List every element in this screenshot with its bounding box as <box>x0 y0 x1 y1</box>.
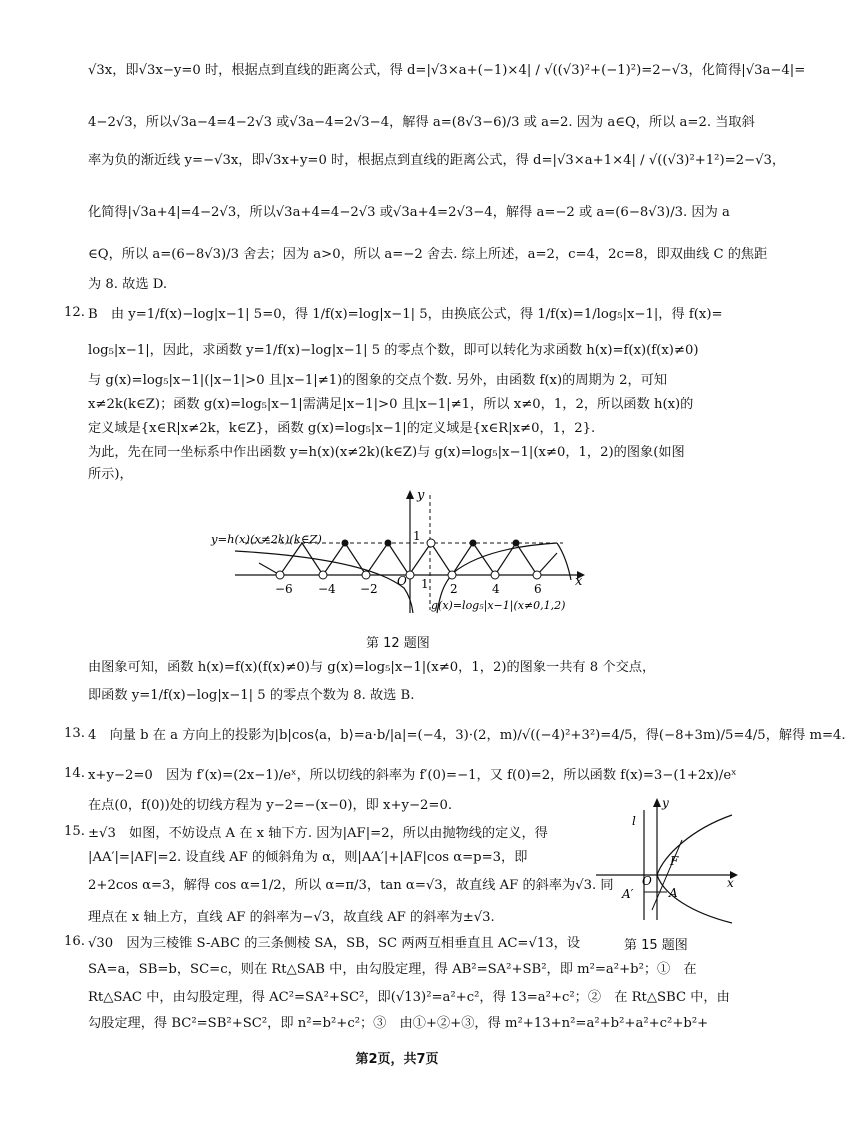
text-line: x≠2k(k∈Z)；函数 g(x)=log₅|x−1|需满足|x−1|>0 且|x−1|≠1，所以 x≠0，1，2，所以函数 h(x)的 <box>88 397 694 412</box>
text-line: 率为负的渐近线 y=−√3x，即√3x+y=0 时，根据点到直线的距离公式，得 d=|√3×a+1×4| / √((√3)²+1²)=2−√3， <box>88 153 786 168</box>
text-line: 为 8. 故选 D. <box>88 277 168 292</box>
figure-15 <box>592 795 742 925</box>
open-point <box>362 571 370 579</box>
filled-point <box>513 540 520 547</box>
filled-point <box>385 540 392 547</box>
text-line: ±√3 如图，不妨设点 A 在 x 轴下方. 因为|AF|=2，所以由抛物线的定义，得 <box>88 826 548 841</box>
question-number: 15. <box>64 824 85 839</box>
text-line: 4 向量 b 在 a 方向上的投影为|b|cos⟨a，b⟩=a·b/|a|=(−4，3)·(2，m)/√((−4)²+3²)=4/5，得(−8+3m)/5=4/5，解得 m=4. <box>88 728 846 743</box>
x-tick-label: −4 <box>318 582 336 596</box>
text-line: log₅|x−1|，因此，求函数 y=1/f(x)−log|x−1| 5 的零点个数，即可以转化为求函数 h(x)=f(x)(f(x)≠0) <box>88 343 699 358</box>
text-line: SA=a，SB=b，SC=c，则在 Rt△SAB 中，由勾股定理，得 AB²=SA²+SB²，即 m²=a²+b²；① 在 <box>88 962 697 977</box>
open-point <box>533 571 541 579</box>
svg-text:F: F <box>670 854 679 868</box>
text-line: 为此，先在同一坐标系中作出函数 y=h(x)(x≠2k)(k∈Z)与 g(x)=log₅|x−1|(x≠0，1，2)的图象(如图 <box>88 445 685 460</box>
g-function-label: g(x)=log₅|x−1|(x≠0,1,2) <box>431 599 566 612</box>
y-axis-label: y <box>417 488 425 503</box>
text-line: 在点(0，f(0))处的切线方程为 y−2=−(x−0)，即 x+y−2=0. <box>88 798 453 813</box>
text-line: 与 g(x)=log₅|x−1|(|x−1|>0 且|x−1|≠1)的图象的交点个数. 另外，由函数 f(x)的周期为 2，可知 <box>88 373 668 388</box>
text-line: B 由 y=1/f(x)−log|x−1| 5=0，得 1/f(x)=log|x−1| 5，由换底公式，得 1/f(x)=1/log₅|x−1|，得 f(x)= <box>88 307 723 322</box>
x-tick-label: 2 <box>450 582 458 596</box>
page-footer: 第2页，共7页 <box>355 1052 439 1067</box>
x-tick-label: −6 <box>275 582 293 596</box>
text-line: 即函数 y=1/f(x)−log|x−1| 5 的零点个数为 8. 故选 B. <box>88 688 415 703</box>
open-point <box>427 539 435 547</box>
open-point <box>406 571 414 579</box>
text-line: 由图象可知，函数 h(x)=f(x)(f(x)≠0)与 g(x)=log₅|x−1|(x≠0，1，2)的图象一共有 8 个交点， <box>88 660 656 675</box>
figure-15-caption: 第 15 题图 <box>624 938 688 953</box>
filled-point <box>470 540 477 547</box>
text-line: 化简得|√3a+4|=4−2√3，所以√3a+4=4−2√3 或√3a+4=2√3−4，解得 a=−2 或 a=(6−8√3)/3. 因为 a <box>88 205 730 220</box>
origin-label: O <box>397 574 407 588</box>
svg-text:A: A <box>669 886 678 900</box>
text-line: 2+2cos α=3，解得 cos α=1/2，所以 α=π/3，tan α=√3，故直线 AF 的斜率为√3. 同 <box>88 878 614 893</box>
text-line: x+y−2=0 因为 f′(x)=(2x−1)/eˣ，所以切线的斜率为 f′(0)=−1，又 f(0)=2，所以函数 f(x)=3−(1+2x)/eˣ <box>88 768 737 783</box>
text-line: |AA′|=|AF|=2. 设直线 AF 的倾斜角为 α，则|AA′|+|AF|cos α=p=3，即 <box>88 850 528 865</box>
open-point <box>491 571 499 579</box>
filled-point <box>342 540 349 547</box>
text-line: Rt△SAC 中，由勾股定理，得 AC²=SA²+SC²，即(√13)²=a²+c²，得 13=a²+c²；② 在 Rt△SBC 中，由 <box>88 990 730 1005</box>
text-line: ∈Q，所以 a=(6−8√3)/3 舍去；因为 a>0，所以 a=−2 舍去. 综上所述，a=2，c=4，2c=8，即双曲线 C 的焦距 <box>88 247 768 262</box>
svg-text:A′: A′ <box>622 887 634 901</box>
svg-text:l: l <box>632 814 636 828</box>
figure-12 <box>205 485 595 620</box>
open-point <box>319 571 327 579</box>
x-axis-label: x <box>575 574 583 589</box>
text-line: 4−2√3，所以√3a−4=4−2√3 或√3a−4=2√3−4，解得 a=(8√3−6)/3 或 a=2. 因为 a∈Q，所以 a=2. 当取斜 <box>88 115 755 130</box>
svg-text:O: O <box>642 874 652 888</box>
question-number: 16. <box>64 934 85 949</box>
svg-text:y: y <box>662 796 669 810</box>
open-point <box>276 571 284 579</box>
figure-12-caption: 第 12 题图 <box>366 636 430 651</box>
x-tick-label: −2 <box>360 582 378 596</box>
text-line: 所示)， <box>88 467 133 482</box>
svg-text:x: x <box>727 876 734 890</box>
x-tick-label: 1 <box>421 577 429 591</box>
h-function-label: y=h(x)(x≠2k)(k∈Z) <box>211 532 322 546</box>
x-tick-label: 4 <box>492 582 500 596</box>
text-line: 定义域是{x∈R|x≠2k，k∈Z}，函数 g(x)=log₅|x−1|的定义域是{x∈R|x≠0，1，2}. <box>88 421 596 436</box>
parabola <box>657 815 732 923</box>
question-number: 13. <box>64 726 85 741</box>
text-line: 理点在 x 轴上方，直线 AF 的斜率为−√3，故直线 AF 的斜率为±√3. <box>88 910 495 925</box>
text-line: 勾股定理，得 BC²=SB²+SC²，即 n²=b²+c²；③ 由①+②+③，得 m²+13+n²=a²+b²+a²+c²+b²+ <box>88 1016 709 1031</box>
text-line: √30 因为三棱锥 S-ABC 的三条侧棱 SA，SB，SC 两两互相垂直且 AC=√13，设 <box>88 936 581 951</box>
text-line: √3x，即√3x−y=0 时，根据点到直线的距离公式，得 d=|√3×a+(−1)×4| / √((√3)²+(−1)²)=2−√3，化简得|√3a−4|= <box>88 63 806 78</box>
question-number: 14. <box>64 766 85 781</box>
open-point <box>448 571 456 579</box>
x-tick-label: 6 <box>534 582 542 596</box>
question-number: 12. <box>64 305 85 320</box>
y-tick-label: 1 <box>413 529 421 543</box>
